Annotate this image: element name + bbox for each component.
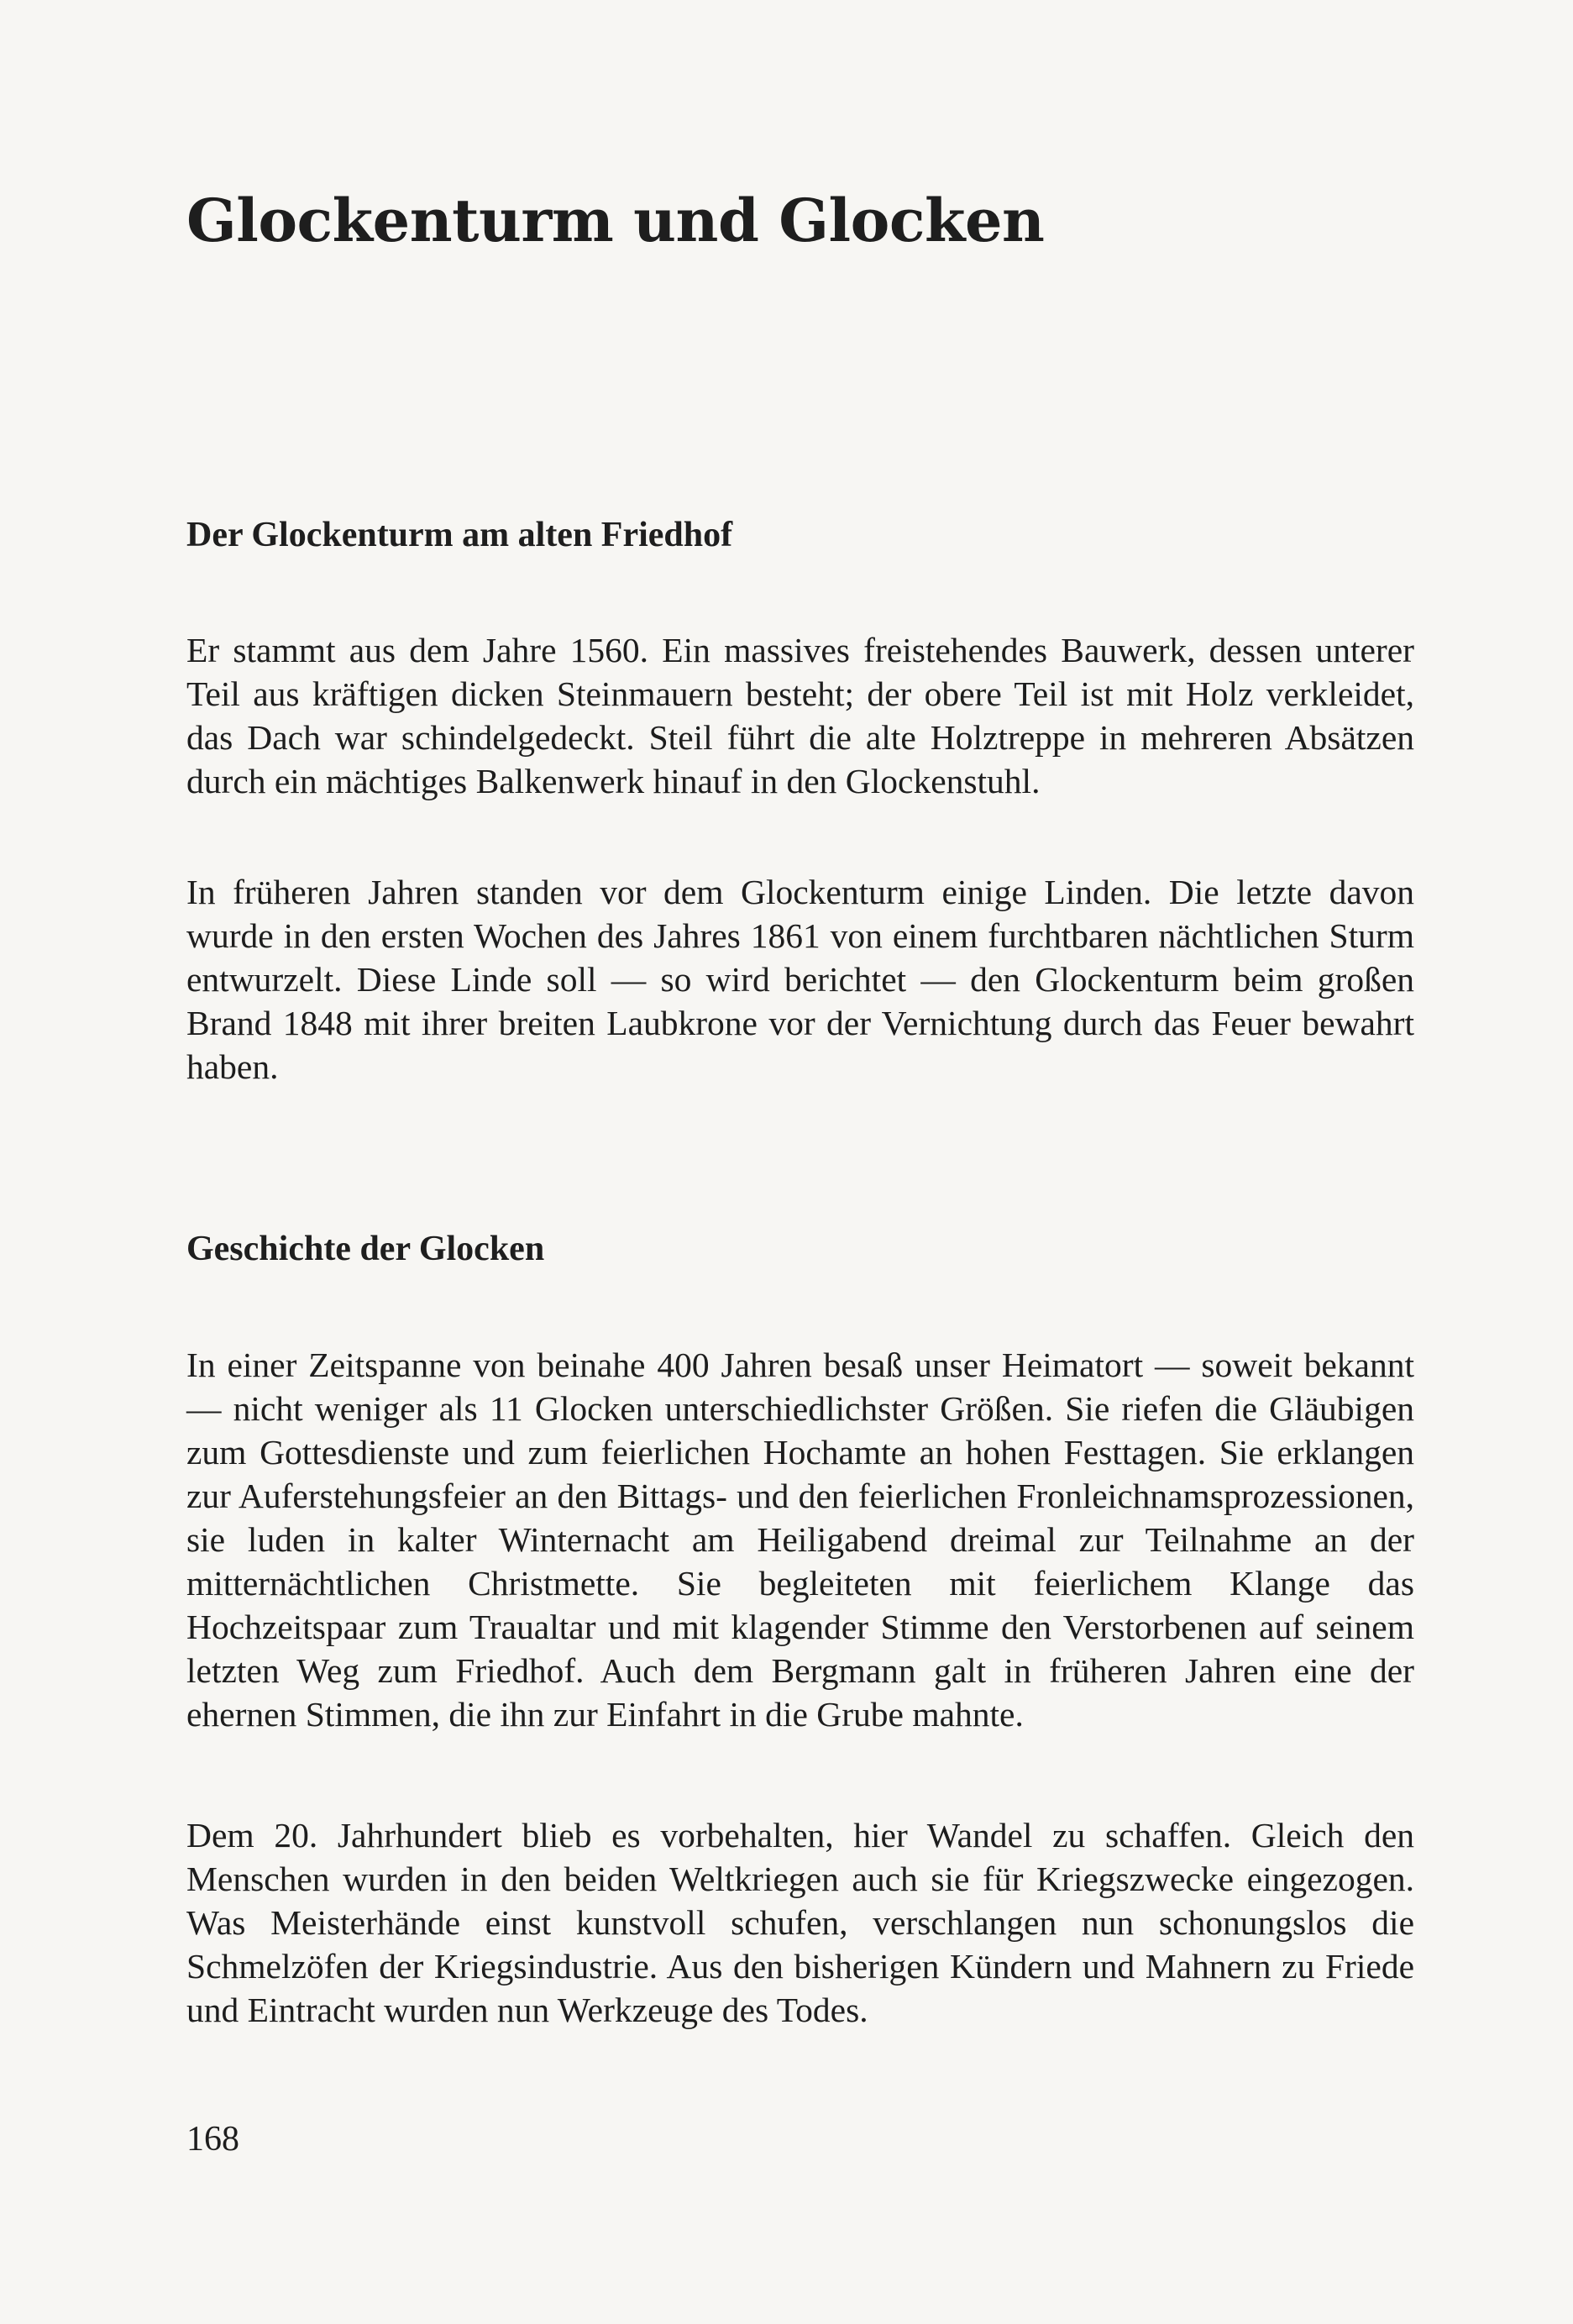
paragraph-glockenturm-2: In früheren Jahren standen vor dem Glockenturm einige Linden. Die letzte davon wurde in den ersten Wochen des Jahres 1861 von einem furchtbaren nächtlichen Sturm entwurzelt. Diese Linde soll — so wird berichtet — den Glockenturm beim großen Brand 1848 mit ihrer breiten Laubkrone vor der Vernichtung durch das Feuer bewahrt haben. [186,873,1414,1086]
section-heading-glockenturm: Der Glockenturm am alten Friedhof [186,516,733,554]
chapter-title: Glockenturm und Glocken [186,186,1045,255]
section-heading-geschichte: Geschichte der Glocken [186,1230,545,1268]
paragraph-glockenturm-1: Er stammt aus dem Jahre 1560. Ein massives freistehendes Bauwerk, dessen unterer Teil aus kräftigen dicken Steinmauern besteht; der obere Teil ist mit Holz verkleidet, das Dach war schindelgedeckt. Steil führt die alte Holztreppe in mehreren Absätzen durch ein mächtiges Balkenwerk hinauf in den Glockenstuhl. [186,631,1414,800]
page-number: 168 [186,2120,239,2159]
paragraph-geschichte-1: In einer Zeitspanne von beinahe 400 Jahren besaß unser Heimatort — soweit bekannt — nicht weniger als 11 Glocken unterschiedlichster Größen. Sie riefen die Gläubigen zum Gottesdienste und zum feierlichen Hochamte an hohen Festtagen. Sie erklangen zur Auferstehungsfeier an den Bittags- und den feierlichen Fronleichnamsprozessionen, sie luden in kalter Winternacht am Heiligabend dreimal zur Teilnahme an der mitternächtlichen Christmette. Sie begleiteten mit feierlichem Klange das Hochzeitspaar zum Traualtar und mit klagender Stimme den Verstorbenen auf seinem letzten Weg zum Friedhof. Auch dem Bergmann galt in früheren Jahren eine der ehernen Stimmen, die ihn zur Einfahrt in die Grube mahnte. [186,1346,1414,1734]
paragraph-geschichte-2: Dem 20. Jahrhundert blieb es vorbehalten, hier Wandel zu schaffen. Gleich den Menschen wurden in den beiden Weltkriegen auch sie für Kriegszwecke eingezogen. Was Meisterhände einst kunstvoll schufen, verschlangen nun schonungslos die Schmelzöfen der Kriegsindustrie. Aus den bisherigen Kündern und Mahnern zu Friede und Eintracht wurden nun Werkzeuge des Todes. [186,1816,1414,2029]
